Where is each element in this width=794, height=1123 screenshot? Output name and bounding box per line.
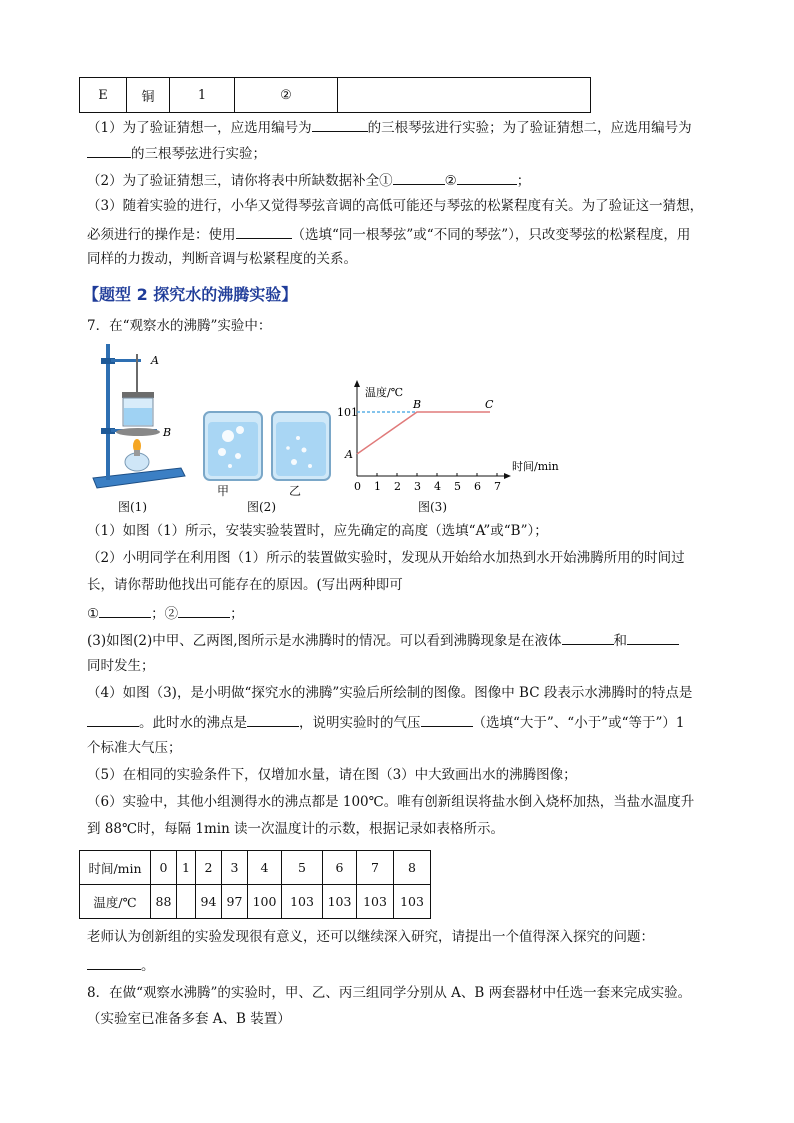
cell: 0 <box>151 851 177 885</box>
q7-p4e: 个标准大气压； <box>87 740 182 756</box>
cell: 2 <box>196 851 222 885</box>
cell: 100 <box>248 885 282 919</box>
y-axis-label: 温度/℃ <box>365 386 404 399</box>
cell: 8 <box>394 851 431 885</box>
q6-line-4: （3）随着实验的进行，小华又觉得琴弦音调的高低可能还与琴弦的松紧程度有关。为了验证这一猜想， <box>87 198 704 214</box>
q7-p1: （1）如图（1）所示，安装实验装置时，应先确定的高度（选填“A”或“B”）； <box>87 523 548 539</box>
cell: 4 <box>248 851 282 885</box>
cell: 103 <box>323 885 357 919</box>
cell: 94 <box>196 885 222 919</box>
q7-p7: 老师认为创新组的实验发现很有意义，还可以继续深入研究，请提出一个值得深入探究的问题： <box>87 929 654 945</box>
q7-stem: 7．在“观察水的沸腾”实验中： <box>87 318 272 334</box>
cell: E <box>80 78 127 113</box>
q7-p6a: （6）实验中，其他小组测得水的沸点都是 100℃。唯有创新组误将盐水倒入烧杯加热，当盐水温度升 <box>87 794 695 810</box>
figure-2-caption: 图(2) <box>247 500 276 514</box>
cell: 103 <box>357 885 394 919</box>
label-yi: 乙 <box>289 484 302 498</box>
figure-3-graph <box>335 378 565 498</box>
figure-3-caption: 图(3) <box>418 500 447 514</box>
q7-p4a: （4）如图（3)，是小明做“探究水的沸腾”实验后所绘制的图像。图像中 BC 段表示水沸腾时的特点是 <box>87 685 693 701</box>
label-b: B <box>163 426 172 439</box>
table-row-time <box>80 851 431 885</box>
q8-line-1: 8．在做“观察水沸腾”的实验时，甲、乙、丙三组同学分别从 A、B 两套器材中任选一套来完成实验。 <box>87 985 692 1001</box>
y-tick-101: 101 <box>337 406 358 419</box>
figure-1-apparatus <box>85 340 195 500</box>
label-a: A <box>151 354 159 367</box>
table-row-temp <box>80 885 431 919</box>
q7-p6b: 到 88℃时，每隔 1min 读一次温度计的示数，根据记录如表格所示。 <box>87 821 505 837</box>
data-table <box>79 850 431 919</box>
q7-p5: （5）在相同的实验条件下，仅增加水量，请在图（3）中大致画出水的沸腾图像； <box>87 767 577 783</box>
q7-p2b: 长，请你帮助他找出可能存在的原因。(写出两种即可 <box>87 577 403 593</box>
q7-p2a: （2）小明同学在利用图（1）所示的装置做实验时，发现从开始给水加热到水开始沸腾所用的时间过 <box>87 550 685 566</box>
cell: 103 <box>394 885 431 919</box>
cell <box>177 885 196 919</box>
cell: 1 <box>170 78 235 113</box>
header-cell: 温度/℃ <box>80 885 151 919</box>
q6-line-6: 同样的力拨动，判断音调与松紧程度的关系。 <box>87 251 357 267</box>
point-c: C <box>485 398 494 411</box>
x-tick-label: 3 <box>414 480 421 493</box>
q7-p2c: ① ；② ； <box>87 602 244 624</box>
table-row <box>80 78 591 113</box>
q6-line-5: 必须进行的操作是：使用 （选填“同一根琴弦”或“不同的琴弦”），只改变琴弦的松紧程度，用 <box>87 223 690 245</box>
cell: 3 <box>222 851 248 885</box>
x-tick-label: 1 <box>374 480 381 493</box>
header-cell: 时间/min <box>80 851 151 885</box>
x-axis-label: 时间/min <box>512 460 559 473</box>
cell: 7 <box>357 851 394 885</box>
figure-2-beakers <box>198 408 338 484</box>
figure-1-caption: 图(1) <box>118 500 147 514</box>
cell: 88 <box>151 885 177 919</box>
cell: 6 <box>323 851 357 885</box>
series-line <box>357 412 490 454</box>
cell: 97 <box>222 885 248 919</box>
q6-line-3: （2）为了验证猜想三，请你将表中所缺数据补全① ② ； <box>87 169 530 191</box>
point-b: B <box>413 398 422 411</box>
x-tick-label: 7 <box>494 480 501 493</box>
cell: ② <box>235 78 338 113</box>
x-tick-label: 4 <box>434 480 441 493</box>
x-tick-label: 5 <box>454 480 461 493</box>
x-tick-label: 2 <box>394 480 401 493</box>
cell: 铜 <box>127 78 170 113</box>
q6-line-1: （1）为了验证猜想一，应选用编号为 的三根琴弦进行实验；为了验证猜想二，应选用编号为 <box>87 116 692 138</box>
string-table <box>79 77 591 113</box>
label-jia: 甲 <box>217 484 230 498</box>
cell <box>338 78 591 113</box>
q7-p7b: 。 <box>87 954 155 976</box>
x-tick-label: 0 <box>354 480 361 493</box>
q8-line-2: （实验室已准备多套 A、B 装置） <box>87 1011 291 1027</box>
x-tick-label: 6 <box>474 480 481 493</box>
cell: 1 <box>177 851 196 885</box>
q6-line-2: 的三根琴弦进行实验； <box>87 142 266 164</box>
q7-p3: (3)如图(2)中甲、乙两图,图所示是水沸腾时的情况。可以看到沸腾现象是在液体 和 <box>87 629 679 651</box>
section-heading: 【题型 2 探究水的沸腾实验】 <box>83 285 298 304</box>
q7-p4b: 。此时水的沸点是 ，说明实验时的气压 （选填“大于”、“小于”或“等于”）1 <box>87 711 685 733</box>
point-a: A <box>345 448 353 461</box>
q7-p3c: 同时发生； <box>87 658 155 674</box>
cell: 5 <box>282 851 323 885</box>
cell: 103 <box>282 885 323 919</box>
